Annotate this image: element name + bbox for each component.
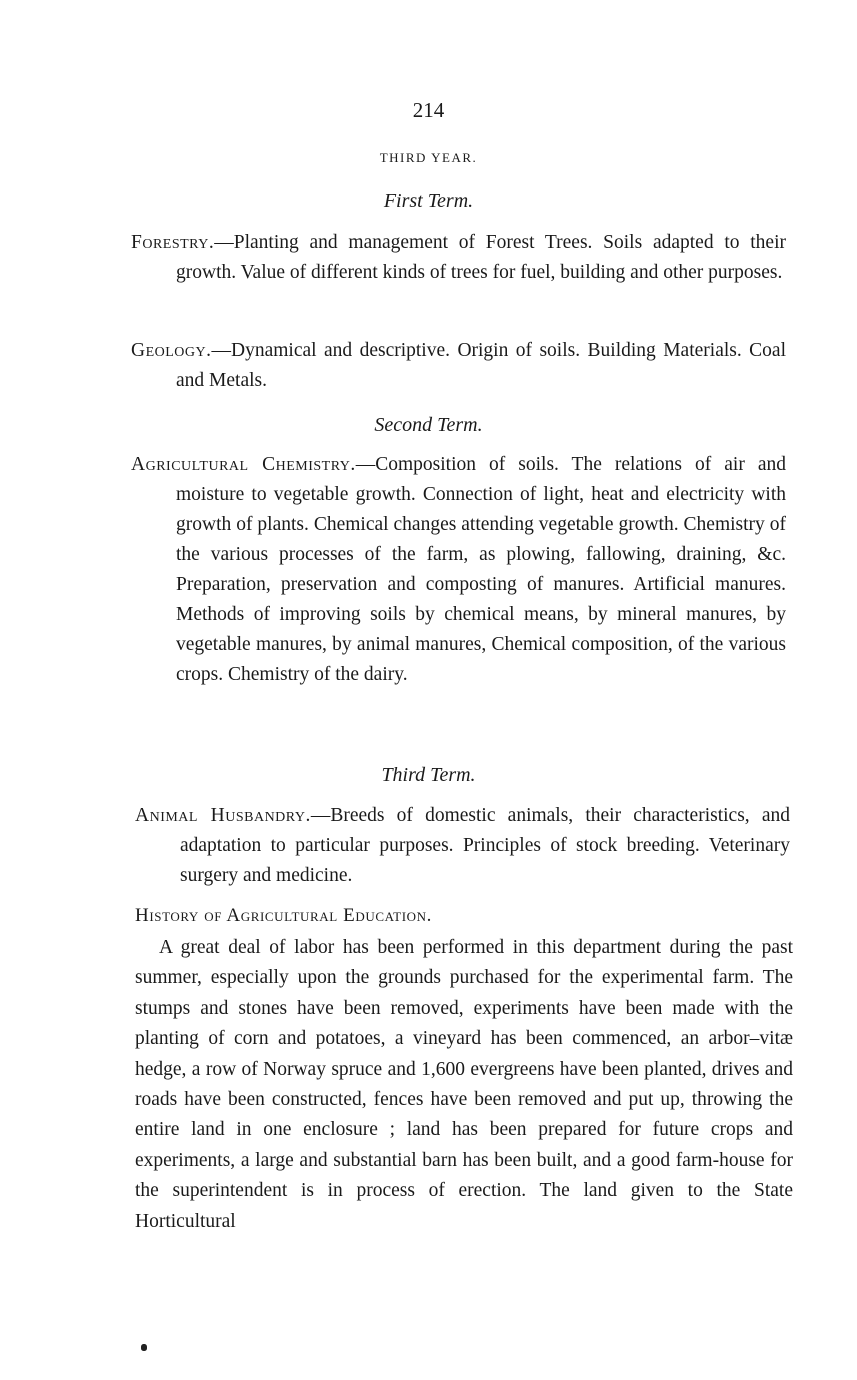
year-heading: THIRD YEAR. [379, 150, 478, 165]
page-number: 214 [412, 98, 445, 122]
course-text-forestry: Planting and management of Forest Trees. Soils adapted to their growth. Value of different kinds of trees for fuel, building and other purposes. [176, 232, 786, 283]
course-text-agricultural-chemistry: Composition of soils. The relations of air and moisture to vegetable growth. Connection of light, heat and electricity with growth of plants. Chemical changes attending vegetable growth. Chemistry of the various processes of the farm, as plowing, fallowing, draining, &c. Preparation, preservation and composting of manures. Artificial manures. Methods of improving soils by chemical means, by mineral manures, by vegetable manures, by animal manures, Chemical composition, of the various crops. Chemistry of the dairy. [176, 454, 786, 685]
course-dash-agricultural-chemistry: — [355, 454, 376, 475]
history-paragraph: A great deal of labor has been performed in this department during the past summer, especially upon the grounds purchased for the experimental farm. The stumps and stones have been removed, experiments have been made with the planting of corn and potatoes, a vineyard has been commenced, an arbor–vitæ hedge, a row of Norway spruce and 1,600 evergreens have been planted, drives and roads have been constructed, fences have been removed and put up, throwing the entire land in one enclosure ; land has been prepared for future crops and experiments, a large and substantial barn has been built, and a good farm-house for the superintendent is in process of erection. The land given to the State Horticultural [135, 937, 793, 1232]
term-heading-first: First Term. [383, 190, 474, 212]
history-heading: History of Agricultural Education. [135, 905, 432, 926]
ink-speck-icon [141, 1344, 147, 1351]
course-title-geology: Geology. [131, 340, 212, 361]
course-animal-husbandry [135, 801, 790, 891]
course-dash-animal-husbandry: — [310, 805, 331, 826]
course-forestry [131, 228, 786, 288]
course-geology [131, 336, 786, 396]
term-heading-second: Second Term. [374, 414, 483, 436]
course-text-geology: Dynamical and descriptive. Origin of soils. Building Materials. Coal and Metals. [176, 340, 786, 391]
term-heading-third: Third Term. [381, 764, 476, 786]
course-title-agricultural-chemistry: Agricultural Chemistry. [131, 454, 356, 475]
course-title-animal-husbandry: Animal Husbandry. [135, 805, 311, 826]
course-dash-forestry: — [214, 232, 234, 253]
course-dash-geology: — [211, 340, 232, 361]
course-title-forestry: Forestry. [131, 232, 215, 253]
course-text-animal-husbandry: Breeds of domestic animals, their characteristics, and adaptation to particular purposes. Principles of stock breeding. Veterinary surgery and medicine. [180, 805, 790, 886]
course-agricultural-chemistry [131, 450, 786, 690]
